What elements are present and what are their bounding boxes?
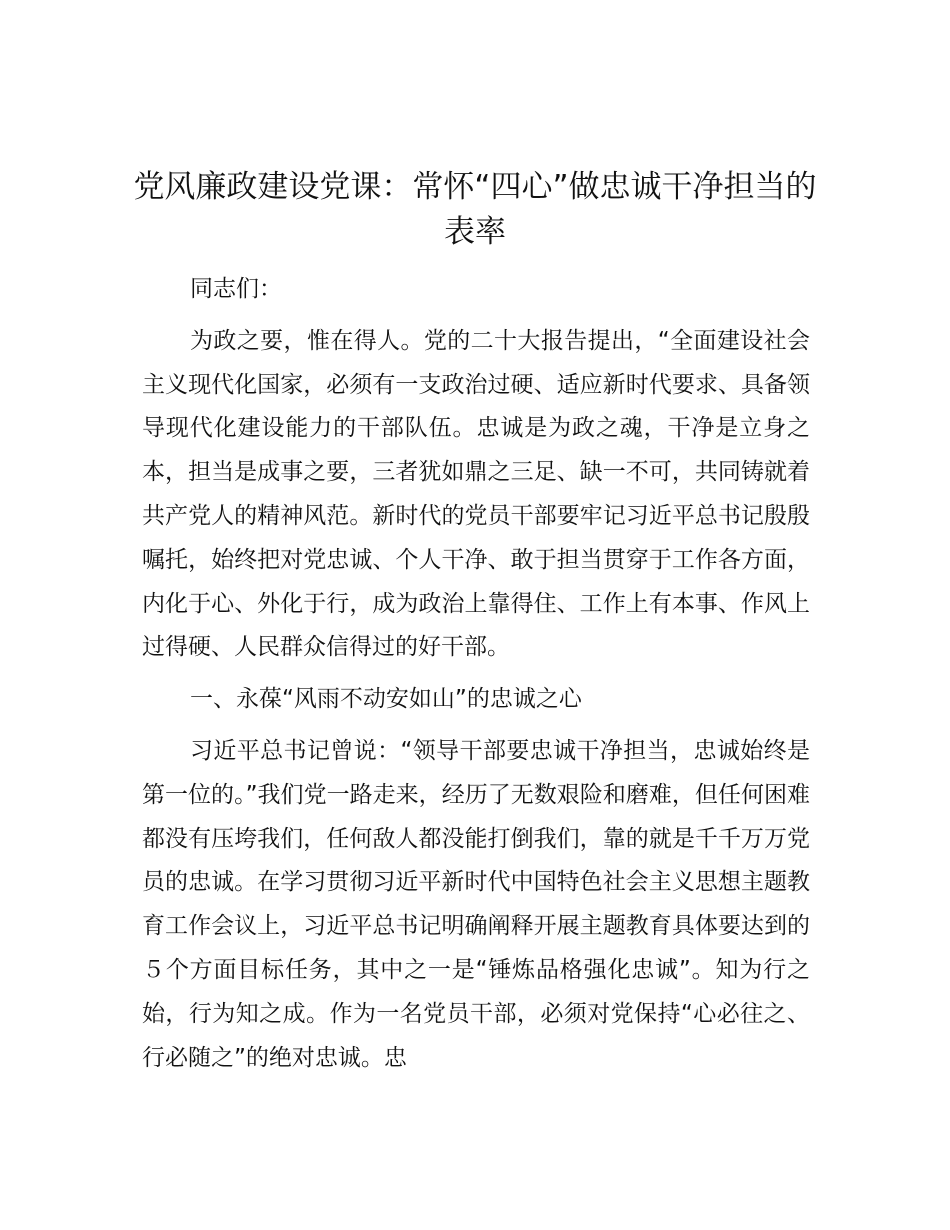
document-title: 党风廉政建设党课：常怀“四心”做忠诚干净担当的表率 xyxy=(133,169,817,250)
intro-paragraph: 为政之要，惟在得人。党的二十大报告提出，“全面建设社会主义现代化国家，必须有一支政治过硬、适应新时代要求、具备领导现代化建设能力的干部队伍。忠诚是为政之魂，干净是立身之本，担当是成事之要，三者犹如鼎之三足、缺一不可，共同铸就着共产党人的精神风范。新时代的党员干部要牢记习近平总书记殷殷嘱托，始终把对党忠诚、个人干净、敢于担当贯穿于工作各方面，内化于心、外化于行，成为政治上靠得住、工作上有本事、作风上过得硬、人民群众信得过的好干部。 xyxy=(142,327,810,661)
salutation: 同志们： xyxy=(190,276,282,302)
section-heading: 一、永葆“风雨不动安如山”的忠诚之心 xyxy=(190,686,582,713)
section-paragraph: 习近平总书记曾说：“领导干部要忠诚干净担当，忠诚始终是第一位的。”我们党一路走来，经历了无数艰险和磨难，但任何困难都没有压垮我们，任何敌人都没能打倒我们，靠的就是千千万万党员的忠诚。在学习贯彻习近平新时代中国特色社会主义思想主题教育工作会议上，习近平总书记明确阐释开展主题教育具体要达到的５个方面目标任务，其中之一是“锤炼品格强化忠诚”。知为行之始，行为知之成。作为一名党员干部，必须对党保持“心必往之、行必随之”的绝对忠诚。忠 xyxy=(142,737,810,1071)
document-body xyxy=(142,268,810,1088)
